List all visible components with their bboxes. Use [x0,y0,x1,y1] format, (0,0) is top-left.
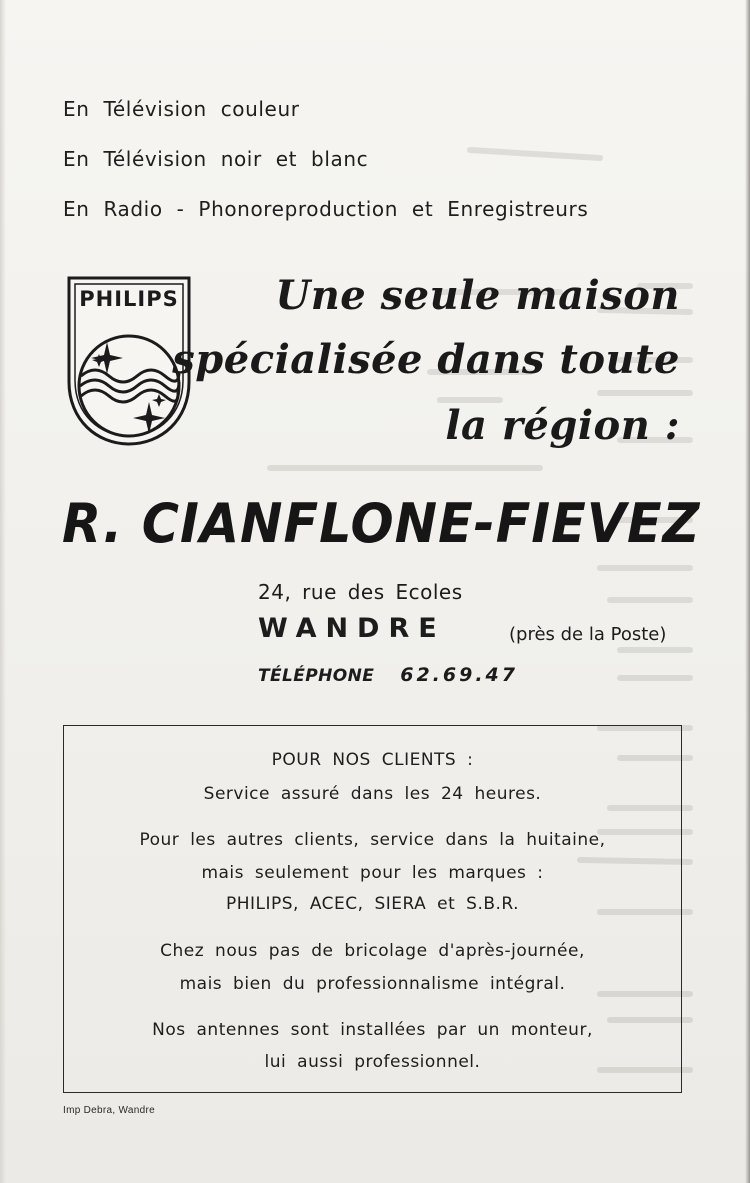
company-location-note: (près de la Poste) [509,624,667,645]
company-name: R. CIANFLONE-FIEVEZ [62,492,701,555]
notice-line: Nos antennes sont installées par un monteur, [152,1020,593,1040]
notice-line: mais bien du professionnalisme intégral. [179,974,566,994]
intro-line-color-tv: En Télévision couleur [63,97,300,121]
intro-line-radio: En Radio - Phonoreproduction et Enregistreurs [63,197,589,221]
slogan-line-3: la région : [445,402,680,449]
intro-line-bw-tv: En Télévision noir et blanc [63,147,369,171]
notice-line: Chez nous pas de bricolage d'après-journée, [160,941,585,961]
printer-credit: Imp Debra, Wandre [63,1105,155,1116]
company-city: WANDRE [258,613,446,644]
slogan-line-2: spécialisée dans toute [172,336,680,383]
company-address: 24, rue des Ecoles [258,580,463,604]
notice-line: mais seulement pour les marques : [201,863,544,883]
company-phone [258,664,518,686]
slogan-line-1: Une seule maison [275,272,680,319]
notice-line: Service assuré dans les 24 heures. [203,784,542,804]
phone-label: TÉLÉPHONE [258,666,375,686]
notice-line: Pour les autres clients, service dans la huitaine, [139,830,606,850]
philips-logo-wordmark: PHILIPS [79,287,179,311]
notice-line: lui aussi professionnel. [264,1052,481,1072]
client-notice-box [63,725,682,1093]
notice-heading: POUR NOS CLIENTS : [271,750,474,770]
phone-number: 62.69.47 [400,664,518,686]
notice-brands: PHILIPS, ACEC, SIERA et S.B.R. [225,894,520,914]
